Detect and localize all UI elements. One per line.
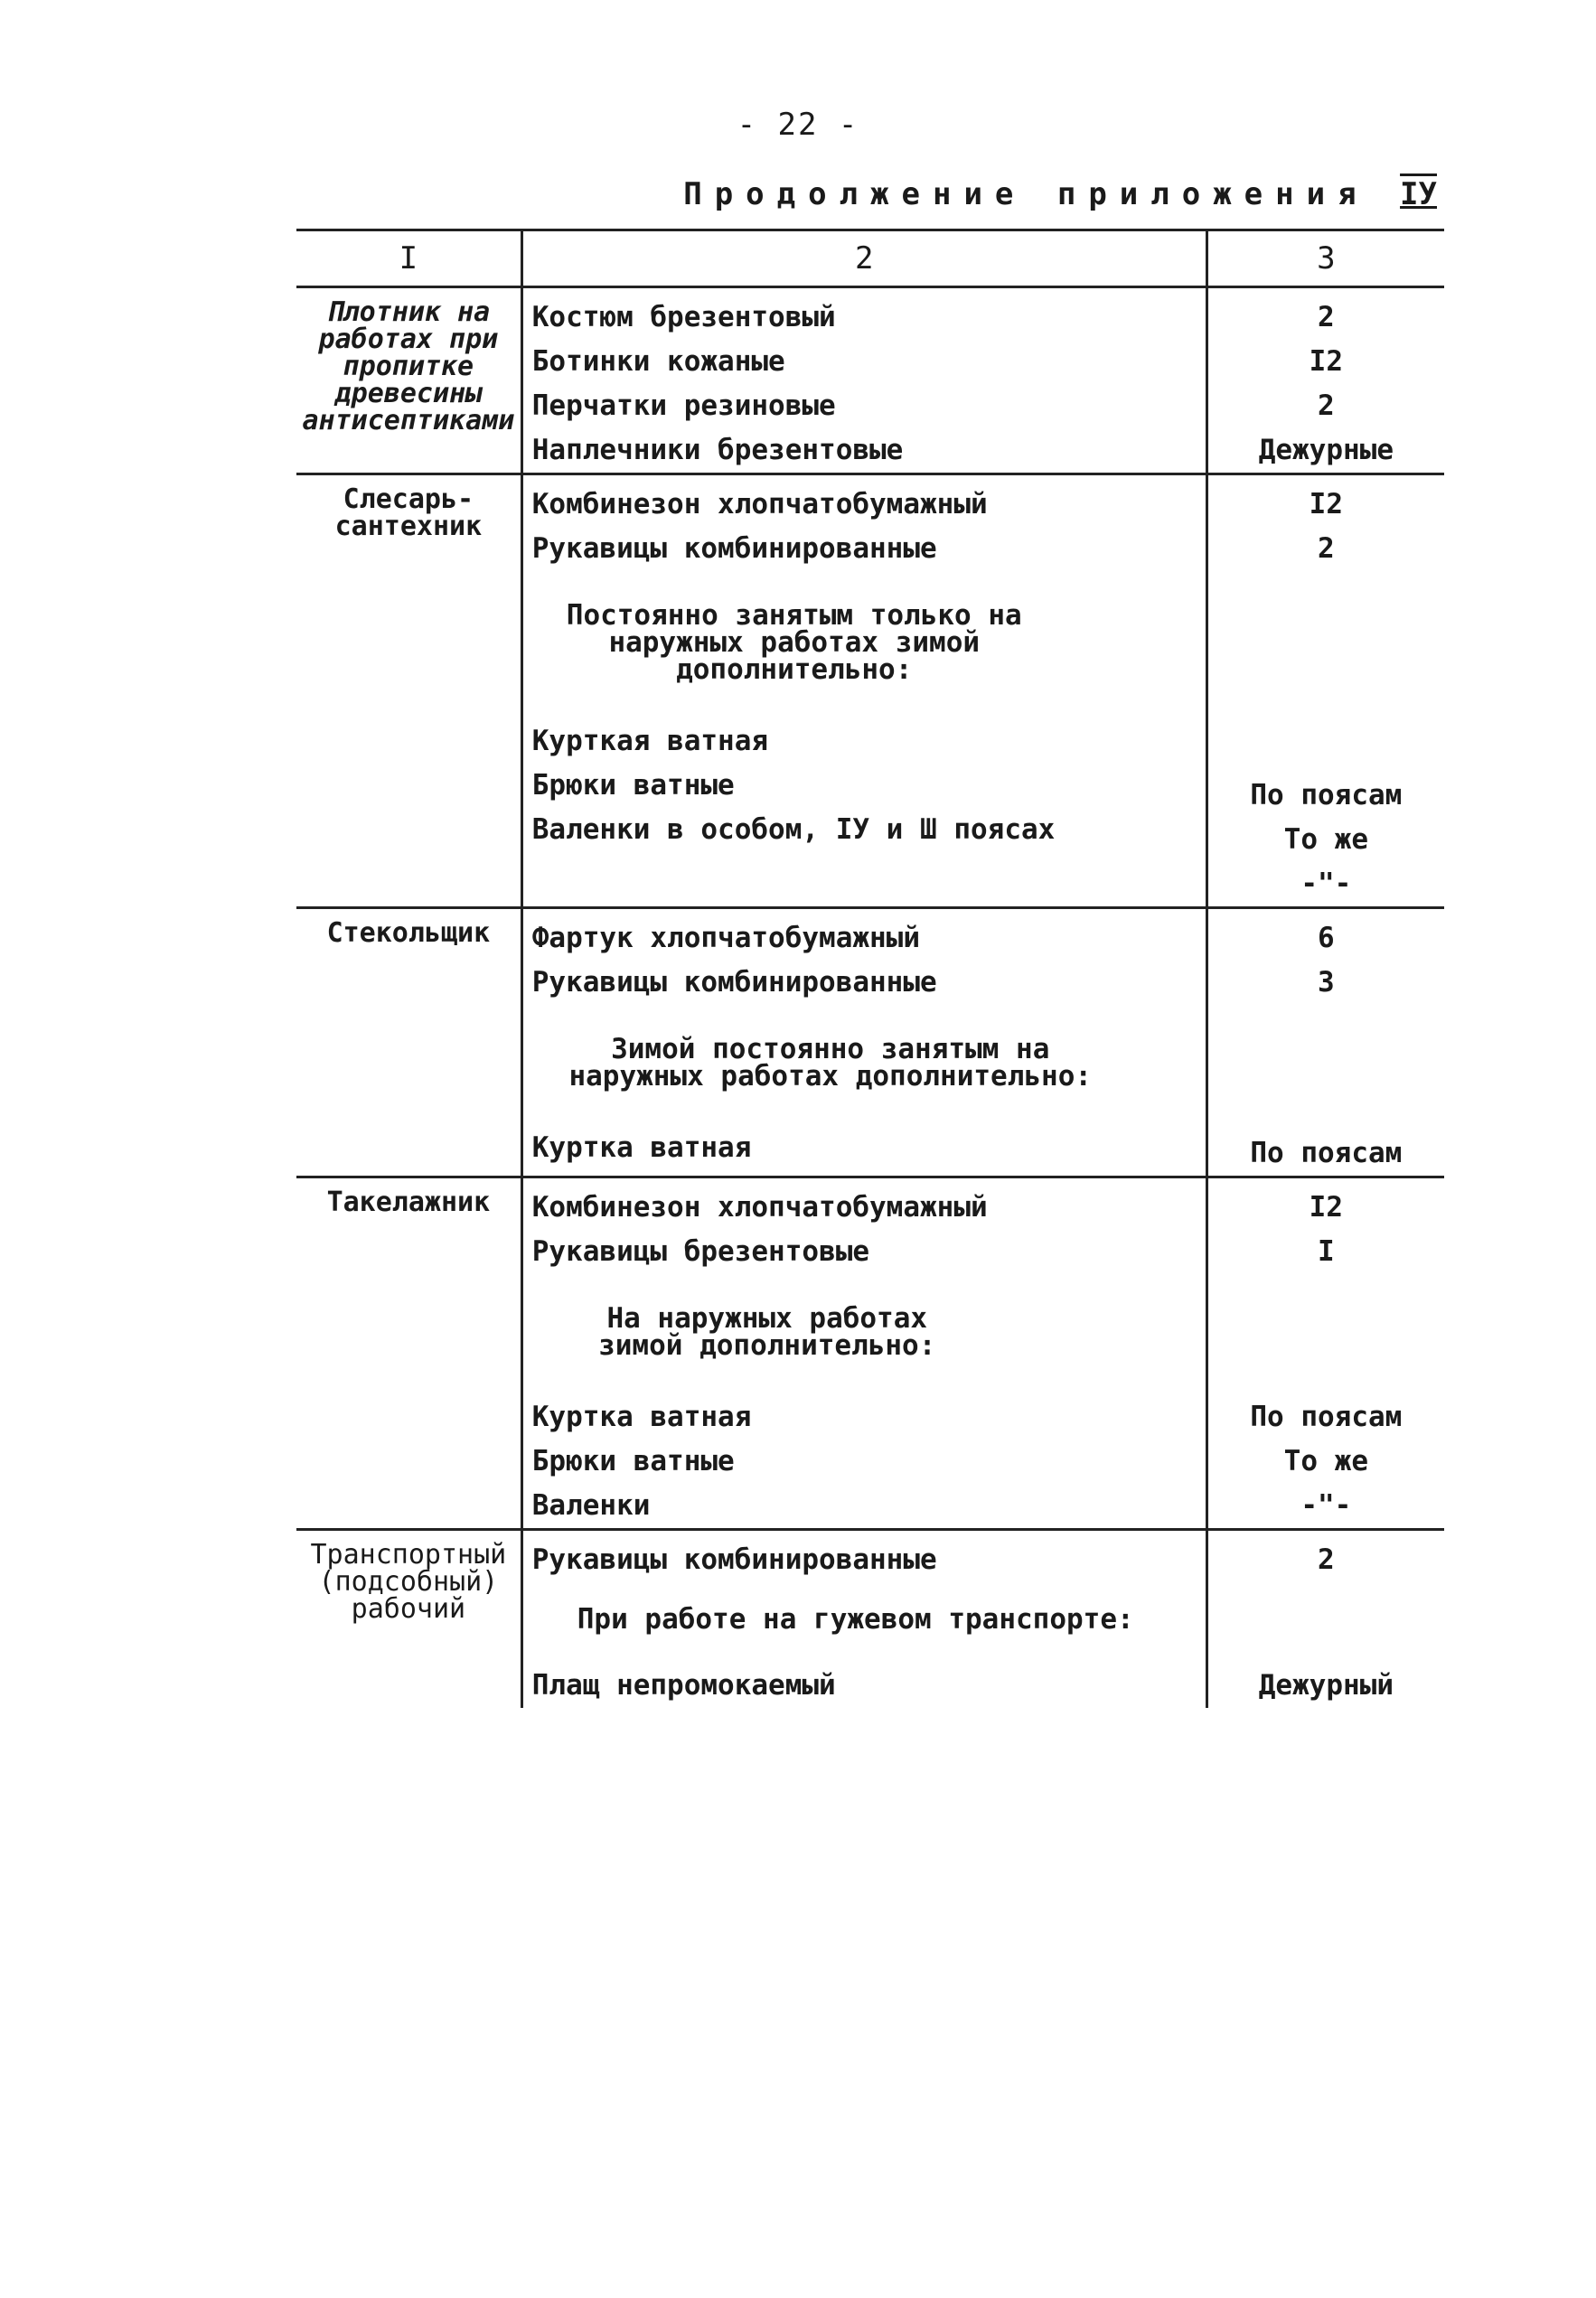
table-row-carpenter xyxy=(296,287,1444,474)
item-qty: I2 xyxy=(1309,488,1343,521)
section-note: При работе на гужевом транспорте: xyxy=(577,1603,1134,1636)
items-cell xyxy=(521,908,1206,1177)
page-title-text: Продолжение приложения xyxy=(683,176,1369,212)
item-name: Рукавицы комбинированные xyxy=(531,1543,937,1576)
note-spacer xyxy=(1208,1274,1444,1395)
items-cell xyxy=(521,287,1206,474)
items-cell xyxy=(521,1530,1206,1709)
section-note: Зимой постоянно занятым на наружных работах дополнительно: xyxy=(568,1033,1093,1093)
role-cell: Такелажник xyxy=(296,1177,521,1530)
items-cell xyxy=(521,1177,1206,1530)
item-qty: I2 xyxy=(1309,1191,1343,1224)
column-header-1: I xyxy=(296,230,521,287)
item-qty: По поясам xyxy=(1250,779,1403,811)
qty-cell xyxy=(1206,1177,1444,1530)
section-note: На наружных работах зимой дополнительно: xyxy=(598,1302,936,1362)
qty-cell xyxy=(1206,1530,1444,1709)
note-spacer xyxy=(1208,1005,1444,1131)
item-name: Рукавицы комбинированные xyxy=(531,532,937,565)
item-qty: I xyxy=(1318,1235,1335,1268)
item-qty: Дежурные xyxy=(1258,434,1394,466)
item-name: Комбинезон хлопчатобумажный xyxy=(531,488,988,521)
item-name: Брюки ватные xyxy=(531,769,735,802)
table-row-plumber xyxy=(296,474,1444,908)
item-qty: То же xyxy=(1283,1445,1368,1477)
page-number: - 22 - xyxy=(737,107,859,143)
item-qty: То же xyxy=(1283,823,1368,856)
item-name: Ботинки кожаные xyxy=(531,345,785,378)
column-header-2: 2 xyxy=(521,230,1206,287)
item-qty: 3 xyxy=(1318,966,1335,999)
page-title xyxy=(578,176,1437,212)
role-cell: Транспортный (подсобный) рабочий xyxy=(310,1539,507,1625)
table-row-glazier xyxy=(296,908,1444,1177)
item-name: Костюм брезентовый xyxy=(531,301,836,333)
clothing-norms-table xyxy=(296,229,1444,1708)
item-qty: I2 xyxy=(1309,345,1343,378)
item-name: Куртка ватная xyxy=(531,1401,752,1433)
role-cell: Стекольщик xyxy=(296,908,521,1177)
item-name: Курткая ватная xyxy=(531,725,769,757)
item-name: Брюки ватные xyxy=(531,1445,735,1477)
column-header-3: 3 xyxy=(1206,230,1444,287)
items-cell xyxy=(521,474,1206,908)
item-qty: По поясам xyxy=(1250,1137,1403,1169)
item-qty: 6 xyxy=(1318,922,1335,954)
item-name: Рукавицы комбинированные xyxy=(531,966,937,999)
item-name: Плащ непромокаемый xyxy=(531,1669,836,1702)
item-qty: 2 xyxy=(1318,532,1335,565)
role-cell: Плотник на работах при пропитке древесины антисептиками xyxy=(296,287,521,474)
table-row-rigger xyxy=(296,1177,1444,1530)
item-name: Куртка ватная xyxy=(531,1131,752,1164)
item-name: Рукавицы брезентовые xyxy=(531,1235,870,1268)
item-name: Наплечники брезентовые xyxy=(531,434,904,466)
table-header-row xyxy=(296,230,1444,287)
section-note: Постоянно занятым только на наружных работах зимой дополнительно: xyxy=(566,599,1022,686)
item-qty: 2 xyxy=(1318,389,1335,422)
item-name: Перчатки резиновые xyxy=(531,389,836,422)
table-row-transport-worker xyxy=(296,1530,1444,1709)
appendix-number: IУ xyxy=(1400,176,1437,212)
item-name: Фартук хлопчатобумажный xyxy=(531,922,921,954)
role-cell: Слесарь-сантехник xyxy=(296,474,521,908)
item-qty: -"- xyxy=(1300,868,1352,900)
qty-cell xyxy=(1206,474,1444,908)
item-qty: 2 xyxy=(1318,1543,1335,1576)
note-spacer xyxy=(1208,1582,1444,1664)
item-qty: Дежурный xyxy=(1258,1669,1394,1702)
item-qty: -"- xyxy=(1300,1489,1352,1522)
item-name: Валенки в особом, IУ и Ш поясах xyxy=(531,813,1056,846)
item-qty: 2 xyxy=(1318,301,1335,333)
item-qty: По поясам xyxy=(1250,1401,1403,1433)
item-name: Комбинезон хлопчатобумажный xyxy=(531,1191,988,1224)
qty-cell xyxy=(1206,287,1444,474)
item-name: Валенки xyxy=(531,1489,651,1522)
qty-cell xyxy=(1206,908,1444,1177)
